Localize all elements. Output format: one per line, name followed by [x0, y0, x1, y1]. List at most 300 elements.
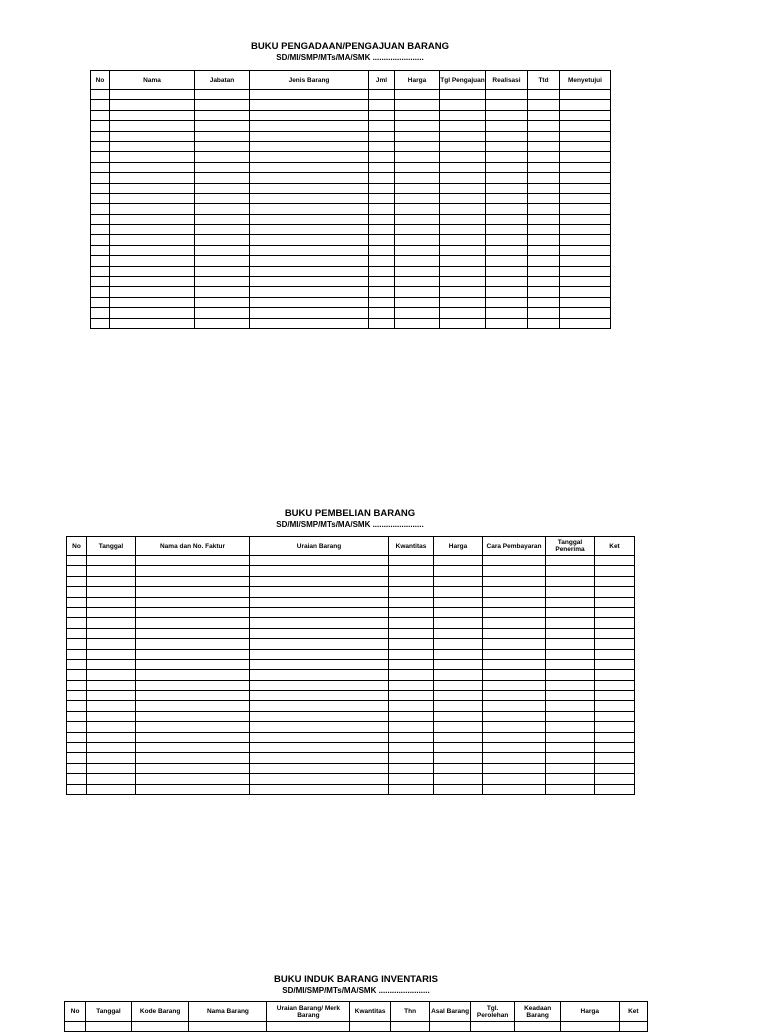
- table-cell[interactable]: [483, 732, 546, 742]
- table-cell[interactable]: [87, 628, 136, 638]
- table-cell[interactable]: [486, 245, 528, 255]
- table-cell[interactable]: [595, 732, 635, 742]
- table-cell[interactable]: [250, 722, 389, 732]
- table-cell[interactable]: [595, 774, 635, 784]
- table-cell[interactable]: [67, 763, 87, 773]
- table-cell[interactable]: [440, 173, 486, 183]
- table-cell[interactable]: [67, 556, 87, 566]
- table-cell[interactable]: [483, 607, 546, 617]
- table-cell[interactable]: [595, 618, 635, 628]
- table-cell[interactable]: [250, 183, 369, 193]
- table-cell[interactable]: [560, 318, 611, 328]
- table-cell[interactable]: [195, 318, 250, 328]
- table-cell[interactable]: [483, 774, 546, 784]
- table-cell[interactable]: [110, 318, 195, 328]
- table-cell[interactable]: [136, 701, 250, 711]
- table-cell[interactable]: [250, 193, 369, 203]
- table-cell[interactable]: [440, 90, 486, 100]
- table-cell[interactable]: [195, 193, 250, 203]
- table-cell[interactable]: [395, 90, 440, 100]
- table-cell[interactable]: [136, 691, 250, 701]
- table-cell[interactable]: [250, 318, 369, 328]
- table-cell[interactable]: [131, 1022, 189, 1032]
- table-cell[interactable]: [395, 173, 440, 183]
- table-cell[interactable]: [546, 680, 595, 690]
- table-cell[interactable]: [528, 131, 560, 141]
- table-cell[interactable]: [395, 256, 440, 266]
- table-cell[interactable]: [440, 214, 486, 224]
- table-cell[interactable]: [560, 90, 611, 100]
- table-cell[interactable]: [87, 670, 136, 680]
- table-cell[interactable]: [546, 763, 595, 773]
- table-cell[interactable]: [395, 183, 440, 193]
- table-cell[interactable]: [91, 297, 110, 307]
- table-cell[interactable]: [483, 576, 546, 586]
- table-cell[interactable]: [91, 121, 110, 131]
- table-cell[interactable]: [250, 659, 389, 669]
- table-cell[interactable]: [110, 152, 195, 162]
- table-cell[interactable]: [440, 225, 486, 235]
- table-cell[interactable]: [67, 722, 87, 732]
- table-cell[interactable]: [250, 691, 389, 701]
- table-cell[interactable]: [389, 628, 434, 638]
- table-cell[interactable]: [87, 659, 136, 669]
- table-cell[interactable]: [528, 162, 560, 172]
- table-cell[interactable]: [434, 649, 483, 659]
- table-cell[interactable]: [595, 607, 635, 617]
- table-cell[interactable]: [250, 152, 369, 162]
- table-cell[interactable]: [434, 763, 483, 773]
- table-cell[interactable]: [67, 618, 87, 628]
- table-cell[interactable]: [369, 225, 395, 235]
- table-cell[interactable]: [250, 711, 389, 721]
- table-cell[interactable]: [87, 732, 136, 742]
- table-cell[interactable]: [369, 141, 395, 151]
- table-cell[interactable]: [483, 743, 546, 753]
- table-cell[interactable]: [395, 297, 440, 307]
- table-cell[interactable]: [395, 266, 440, 276]
- table-cell[interactable]: [483, 711, 546, 721]
- table-cell[interactable]: [389, 618, 434, 628]
- table-cell[interactable]: [110, 256, 195, 266]
- table-cell[interactable]: [195, 297, 250, 307]
- table-cell[interactable]: [595, 556, 635, 566]
- table-cell[interactable]: [110, 183, 195, 193]
- table-cell[interactable]: [110, 204, 195, 214]
- table-cell[interactable]: [87, 607, 136, 617]
- table-cell[interactable]: [250, 266, 369, 276]
- table-cell[interactable]: [440, 235, 486, 245]
- table-cell[interactable]: [91, 173, 110, 183]
- table-cell[interactable]: [67, 670, 87, 680]
- table-cell[interactable]: [483, 556, 546, 566]
- table-cell[interactable]: [595, 784, 635, 794]
- table-cell[interactable]: [136, 732, 250, 742]
- table-cell[interactable]: [486, 90, 528, 100]
- table-cell[interactable]: [440, 100, 486, 110]
- table-cell[interactable]: [486, 141, 528, 151]
- table-cell[interactable]: [67, 743, 87, 753]
- table-cell[interactable]: [250, 576, 389, 586]
- table-cell[interactable]: [528, 225, 560, 235]
- table-cell[interactable]: [434, 711, 483, 721]
- table-cell[interactable]: [434, 722, 483, 732]
- table-cell[interactable]: [486, 318, 528, 328]
- table-cell[interactable]: [110, 225, 195, 235]
- table-cell[interactable]: [486, 100, 528, 110]
- table-cell[interactable]: [67, 639, 87, 649]
- table-cell[interactable]: [389, 701, 434, 711]
- table-cell[interactable]: [136, 649, 250, 659]
- table-cell[interactable]: [595, 743, 635, 753]
- table-cell[interactable]: [546, 587, 595, 597]
- table-cell[interactable]: [528, 100, 560, 110]
- table-cell[interactable]: [486, 110, 528, 120]
- table-cell[interactable]: [389, 691, 434, 701]
- table-cell[interactable]: [483, 670, 546, 680]
- table-cell[interactable]: [369, 193, 395, 203]
- table-cell[interactable]: [595, 701, 635, 711]
- table-cell[interactable]: [136, 639, 250, 649]
- table-cell[interactable]: [395, 100, 440, 110]
- table-cell[interactable]: [560, 245, 611, 255]
- table-cell[interactable]: [195, 141, 250, 151]
- table-cell[interactable]: [440, 287, 486, 297]
- table-cell[interactable]: [136, 774, 250, 784]
- table-cell[interactable]: [560, 131, 611, 141]
- table-cell[interactable]: [250, 784, 389, 794]
- table-cell[interactable]: [395, 245, 440, 255]
- table-cell[interactable]: [110, 193, 195, 203]
- table-cell[interactable]: [195, 121, 250, 131]
- table-cell[interactable]: [486, 297, 528, 307]
- table-cell[interactable]: [250, 597, 389, 607]
- table-cell[interactable]: [136, 722, 250, 732]
- table-cell[interactable]: [87, 701, 136, 711]
- table-cell[interactable]: [91, 318, 110, 328]
- table-cell[interactable]: [87, 722, 136, 732]
- table-cell[interactable]: [267, 1022, 350, 1032]
- table-cell[interactable]: [369, 110, 395, 120]
- table-cell[interactable]: [250, 225, 369, 235]
- table-cell[interactable]: [560, 100, 611, 110]
- table-cell[interactable]: [389, 597, 434, 607]
- table-cell[interactable]: [91, 235, 110, 245]
- table-cell[interactable]: [136, 711, 250, 721]
- table-cell[interactable]: [369, 277, 395, 287]
- table-cell[interactable]: [595, 711, 635, 721]
- table-cell[interactable]: [250, 173, 369, 183]
- table-cell[interactable]: [595, 639, 635, 649]
- table-cell[interactable]: [369, 183, 395, 193]
- table-cell[interactable]: [560, 121, 611, 131]
- table-cell[interactable]: [87, 649, 136, 659]
- table-cell[interactable]: [67, 711, 87, 721]
- table-cell[interactable]: [434, 774, 483, 784]
- table-cell[interactable]: [546, 576, 595, 586]
- table-cell[interactable]: [595, 587, 635, 597]
- table-cell[interactable]: [86, 1022, 132, 1032]
- table-cell[interactable]: [595, 597, 635, 607]
- table-cell[interactable]: [250, 649, 389, 659]
- table-cell[interactable]: [546, 618, 595, 628]
- table-cell[interactable]: [440, 277, 486, 287]
- table-cell[interactable]: [67, 649, 87, 659]
- table-cell[interactable]: [87, 597, 136, 607]
- table-cell[interactable]: [91, 193, 110, 203]
- table-cell[interactable]: [136, 763, 250, 773]
- table-cell[interactable]: [434, 680, 483, 690]
- table-cell[interactable]: [486, 162, 528, 172]
- table-cell[interactable]: [250, 774, 389, 784]
- table-cell[interactable]: [67, 701, 87, 711]
- table-cell[interactable]: [528, 214, 560, 224]
- table-cell[interactable]: [369, 256, 395, 266]
- table-cell[interactable]: [528, 256, 560, 266]
- table-cell[interactable]: [560, 225, 611, 235]
- table-cell[interactable]: [136, 607, 250, 617]
- table-cell[interactable]: [560, 287, 611, 297]
- table-cell[interactable]: [136, 597, 250, 607]
- table-cell[interactable]: [87, 639, 136, 649]
- table-cell[interactable]: [546, 711, 595, 721]
- table-cell[interactable]: [195, 162, 250, 172]
- table-cell[interactable]: [395, 141, 440, 151]
- table-cell[interactable]: [595, 649, 635, 659]
- table-cell[interactable]: [389, 763, 434, 773]
- table-cell[interactable]: [87, 566, 136, 576]
- table-cell[interactable]: [87, 556, 136, 566]
- table-cell[interactable]: [389, 743, 434, 753]
- table-cell[interactable]: [483, 649, 546, 659]
- table-cell[interactable]: [67, 587, 87, 597]
- table-cell[interactable]: [546, 753, 595, 763]
- table-cell[interactable]: [389, 774, 434, 784]
- table-cell[interactable]: [369, 308, 395, 318]
- table-cell[interactable]: [483, 618, 546, 628]
- table-cell[interactable]: [528, 141, 560, 151]
- table-cell[interactable]: [136, 566, 250, 576]
- table-cell[interactable]: [67, 753, 87, 763]
- table-cell[interactable]: [560, 110, 611, 120]
- table-cell[interactable]: [110, 110, 195, 120]
- table-cell[interactable]: [91, 110, 110, 120]
- table-cell[interactable]: [395, 193, 440, 203]
- table-cell[interactable]: [110, 173, 195, 183]
- table-cell[interactable]: [528, 287, 560, 297]
- table-cell[interactable]: [486, 121, 528, 131]
- table-cell[interactable]: [546, 659, 595, 669]
- table-cell[interactable]: [595, 722, 635, 732]
- table-cell[interactable]: [389, 784, 434, 794]
- table-cell[interactable]: [110, 90, 195, 100]
- table-cell[interactable]: [369, 100, 395, 110]
- table-cell[interactable]: [560, 183, 611, 193]
- table-cell[interactable]: [250, 297, 369, 307]
- table-cell[interactable]: [395, 225, 440, 235]
- table-cell[interactable]: [483, 659, 546, 669]
- table-cell[interactable]: [595, 753, 635, 763]
- table-cell[interactable]: [195, 131, 250, 141]
- table-cell[interactable]: [87, 576, 136, 586]
- table-cell[interactable]: [395, 308, 440, 318]
- table-cell[interactable]: [560, 235, 611, 245]
- table-cell[interactable]: [560, 204, 611, 214]
- table-cell[interactable]: [91, 308, 110, 318]
- table-cell[interactable]: [546, 691, 595, 701]
- table-cell[interactable]: [136, 743, 250, 753]
- table-cell[interactable]: [546, 774, 595, 784]
- table-cell[interactable]: [91, 162, 110, 172]
- table-cell[interactable]: [87, 691, 136, 701]
- table-cell[interactable]: [91, 256, 110, 266]
- table-cell[interactable]: [440, 204, 486, 214]
- table-cell[interactable]: [486, 277, 528, 287]
- table-cell[interactable]: [595, 628, 635, 638]
- table-cell[interactable]: [434, 670, 483, 680]
- table-cell[interactable]: [136, 576, 250, 586]
- table-cell[interactable]: [434, 743, 483, 753]
- table-cell[interactable]: [486, 183, 528, 193]
- table-cell[interactable]: [369, 287, 395, 297]
- table-cell[interactable]: [483, 691, 546, 701]
- table-cell[interactable]: [560, 297, 611, 307]
- table-cell[interactable]: [440, 110, 486, 120]
- table-cell[interactable]: [87, 680, 136, 690]
- table-cell[interactable]: [395, 121, 440, 131]
- table-cell[interactable]: [395, 277, 440, 287]
- table-cell[interactable]: [110, 266, 195, 276]
- table-cell[interactable]: [250, 587, 389, 597]
- table-cell[interactable]: [546, 743, 595, 753]
- table-cell[interactable]: [195, 245, 250, 255]
- table-cell[interactable]: [546, 566, 595, 576]
- table-cell[interactable]: [434, 784, 483, 794]
- table-cell[interactable]: [546, 649, 595, 659]
- table-cell[interactable]: [395, 214, 440, 224]
- table-cell[interactable]: [395, 287, 440, 297]
- table-cell[interactable]: [528, 173, 560, 183]
- table-cell[interactable]: [486, 193, 528, 203]
- table-cell[interactable]: [395, 162, 440, 172]
- table-cell[interactable]: [389, 566, 434, 576]
- table-cell[interactable]: [483, 753, 546, 763]
- table-cell[interactable]: [440, 121, 486, 131]
- table-cell[interactable]: [91, 141, 110, 151]
- table-cell[interactable]: [389, 587, 434, 597]
- table-cell[interactable]: [430, 1022, 470, 1032]
- table-cell[interactable]: [67, 659, 87, 669]
- table-cell[interactable]: [250, 628, 389, 638]
- table-cell[interactable]: [250, 308, 369, 318]
- table-cell[interactable]: [250, 556, 389, 566]
- table-cell[interactable]: [528, 90, 560, 100]
- table-cell[interactable]: [440, 162, 486, 172]
- table-cell[interactable]: [87, 784, 136, 794]
- table-cell[interactable]: [369, 121, 395, 131]
- table-cell[interactable]: [434, 639, 483, 649]
- table-cell[interactable]: [250, 743, 389, 753]
- table-cell[interactable]: [486, 256, 528, 266]
- table-cell[interactable]: [560, 214, 611, 224]
- table-cell[interactable]: [195, 183, 250, 193]
- table-cell[interactable]: [87, 618, 136, 628]
- table-cell[interactable]: [250, 100, 369, 110]
- table-cell[interactable]: [250, 607, 389, 617]
- table-cell[interactable]: [369, 318, 395, 328]
- table-cell[interactable]: [595, 576, 635, 586]
- table-cell[interactable]: [189, 1022, 267, 1032]
- table-cell[interactable]: [91, 277, 110, 287]
- table-cell[interactable]: [250, 204, 369, 214]
- table-cell[interactable]: [110, 100, 195, 110]
- table-cell[interactable]: [546, 784, 595, 794]
- table-cell[interactable]: [250, 141, 369, 151]
- table-cell[interactable]: [528, 121, 560, 131]
- table-cell[interactable]: [110, 297, 195, 307]
- table-cell[interactable]: [369, 266, 395, 276]
- table-cell[interactable]: [390, 1022, 429, 1032]
- table-cell[interactable]: [434, 628, 483, 638]
- table-cell[interactable]: [195, 110, 250, 120]
- table-cell[interactable]: [110, 141, 195, 151]
- table-cell[interactable]: [67, 628, 87, 638]
- table-cell[interactable]: [434, 597, 483, 607]
- table-cell[interactable]: [395, 204, 440, 214]
- table-cell[interactable]: [250, 277, 369, 287]
- table-cell[interactable]: [389, 639, 434, 649]
- table-cell[interactable]: [595, 566, 635, 576]
- table-cell[interactable]: [250, 763, 389, 773]
- table-cell[interactable]: [560, 162, 611, 172]
- table-cell[interactable]: [369, 162, 395, 172]
- table-cell[interactable]: [486, 225, 528, 235]
- table-cell[interactable]: [195, 214, 250, 224]
- table-cell[interactable]: [136, 587, 250, 597]
- table-cell[interactable]: [434, 691, 483, 701]
- table-cell[interactable]: [195, 152, 250, 162]
- table-cell[interactable]: [595, 691, 635, 701]
- table-cell[interactable]: [65, 1022, 86, 1032]
- table-cell[interactable]: [87, 774, 136, 784]
- table-cell[interactable]: [440, 245, 486, 255]
- table-cell[interactable]: [434, 732, 483, 742]
- table-cell[interactable]: [483, 784, 546, 794]
- table-cell[interactable]: [195, 256, 250, 266]
- table-cell[interactable]: [87, 763, 136, 773]
- table-cell[interactable]: [483, 701, 546, 711]
- table-cell[interactable]: [369, 152, 395, 162]
- table-cell[interactable]: [91, 225, 110, 235]
- table-cell[interactable]: [250, 701, 389, 711]
- table-cell[interactable]: [91, 245, 110, 255]
- table-cell[interactable]: [136, 680, 250, 690]
- table-cell[interactable]: [87, 587, 136, 597]
- table-cell[interactable]: [595, 659, 635, 669]
- table-cell[interactable]: [595, 670, 635, 680]
- table-cell[interactable]: [250, 287, 369, 297]
- table-cell[interactable]: [369, 90, 395, 100]
- table-cell[interactable]: [250, 639, 389, 649]
- table-cell[interactable]: [434, 576, 483, 586]
- table-cell[interactable]: [91, 152, 110, 162]
- table-cell[interactable]: [486, 266, 528, 276]
- table-cell[interactable]: [560, 266, 611, 276]
- table-cell[interactable]: [546, 628, 595, 638]
- table-cell[interactable]: [87, 711, 136, 721]
- table-cell[interactable]: [110, 131, 195, 141]
- table-cell[interactable]: [395, 235, 440, 245]
